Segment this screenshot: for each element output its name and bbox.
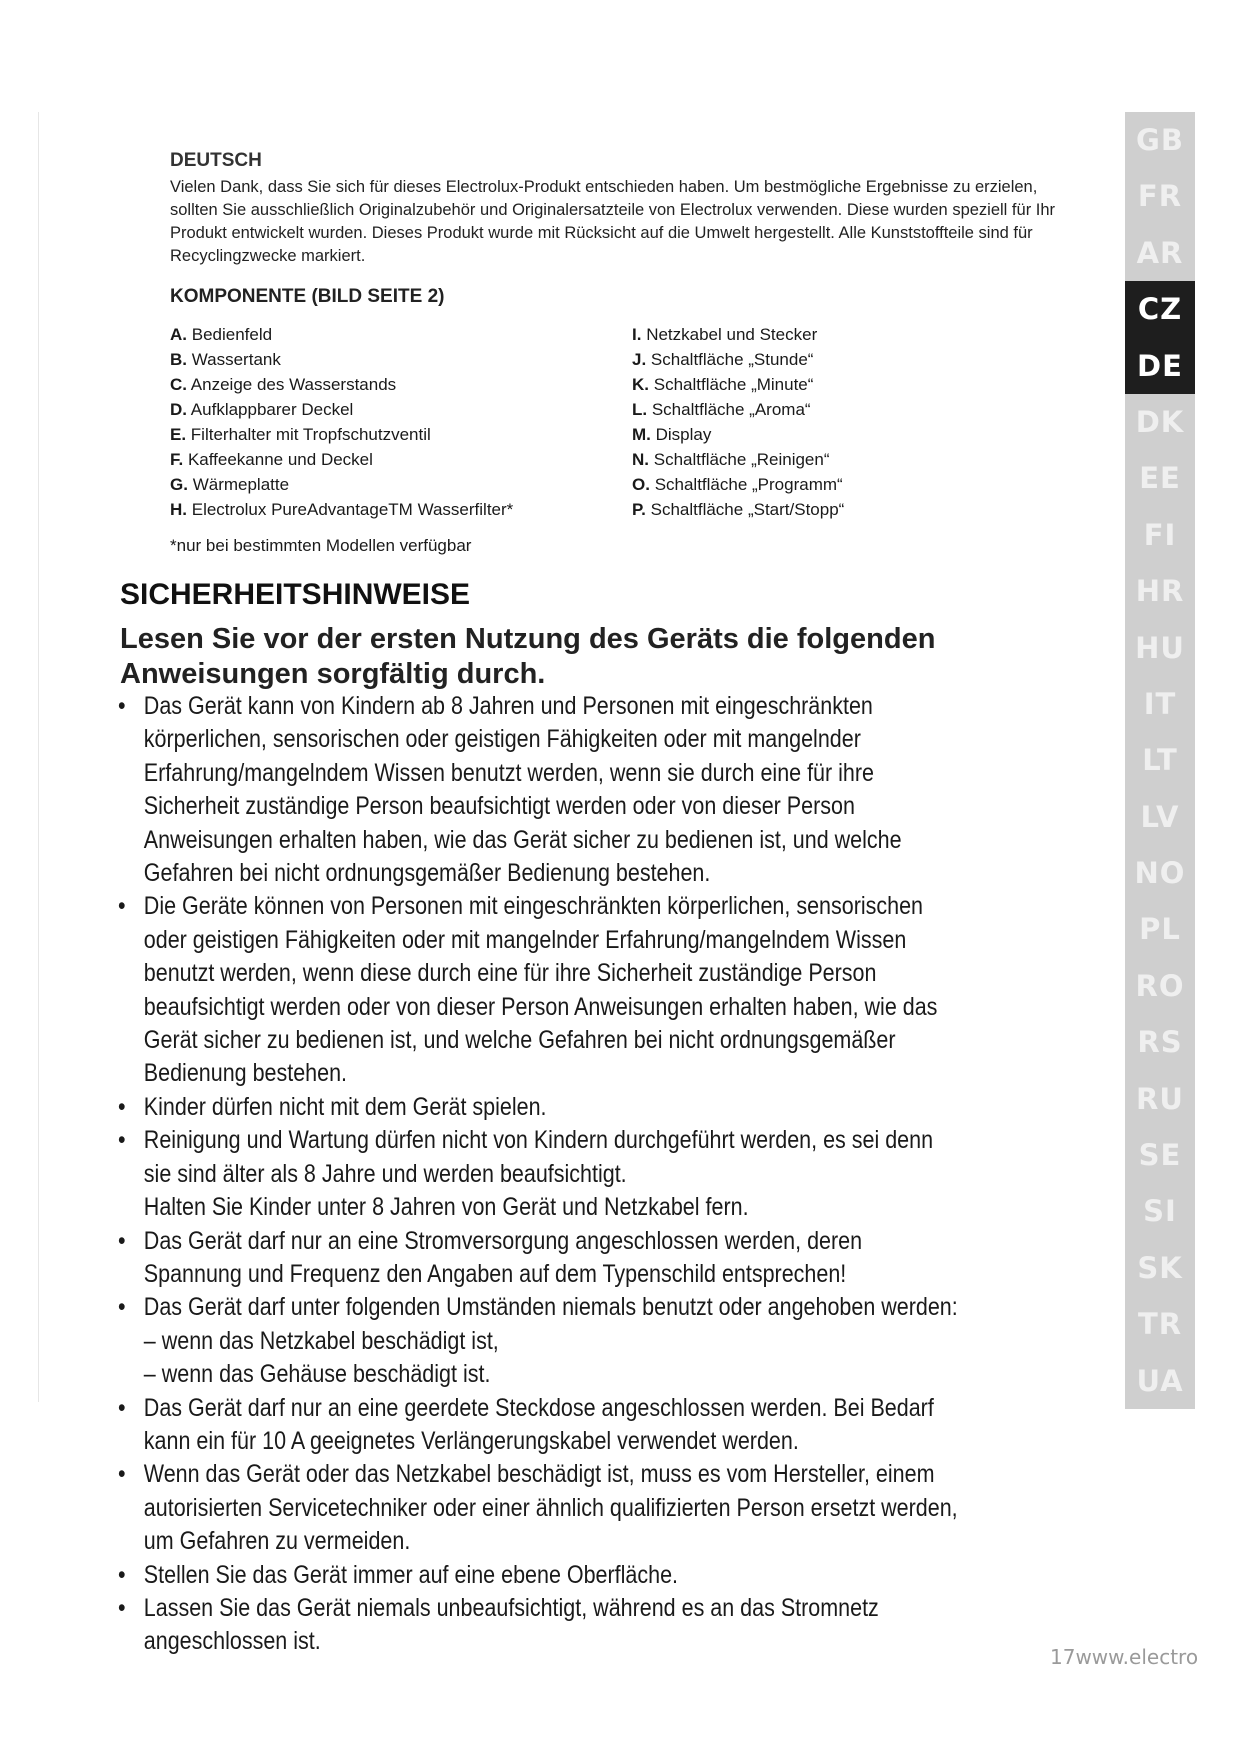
component-key: G. [170,475,188,494]
footer-url: 17www.electro [1050,1645,1199,1669]
bullet: • [118,692,126,720]
component-label: Schaltfläche „Stunde“ [650,350,814,369]
component-item [632,472,844,497]
component-label: Schaltfläche „Aroma“ [651,400,811,419]
bullet [118,1358,144,1391]
component-key: N. [632,450,649,469]
safety-item-text: Das Gerät kann von Kindern ab 8 Jahren und Personen mit eingeschränkten körperlichen, sensorischen oder geistigen Fähigkeiten oder mit mangelnder Erfahrung/mangelndem Wissen benutzt werden, wenn sie durch eine für ihre Sicherheit zuständige Person beaufsichtigt werden oder von dieser Person Anweisungen erhalten haben, wie das Gerät sicher zu bedienen ist, und welche Gefahren bei nicht ordnungsgemäßer Bedienung bestehen. [143,692,902,888]
components-footnote: *nur bei bestimmten Modellen verfügbar [170,536,472,555]
component-label: Electrolux PureAdvantageTM Wasserfilter* [191,500,514,519]
bullet: • [118,1092,126,1121]
component-label: Schaltfläche „Minute“ [653,375,814,394]
lang-tab-ro[interactable]: RO [1135,968,1185,1003]
lang-tab-rs[interactable]: RS [1137,1025,1183,1060]
component-label: Anzeige des Wasserstands [190,375,397,394]
bullet: • [118,892,126,921]
component-item [632,347,844,372]
component-item [632,422,844,447]
safety-item-text: – wenn das Netzkabel beschädigt ist, [143,1326,499,1355]
component-label: Schaltfläche „Reinigen“ [653,450,830,469]
component-key: A. [170,325,187,344]
bullet: • [118,1393,126,1422]
component-item [170,422,513,447]
safety-item [118,1392,965,1459]
safety-item-text: – wenn das Gehäuse beschädigt ist. [143,1360,491,1389]
lang-tab-ua[interactable]: UA [1136,1363,1184,1398]
component-key: K. [632,375,649,394]
safety-item-text: Reinigung und Wartung dürfen nicht von Kindern durchgeführt werden, es sei denn sie sind älter als 8 Jahre und werden beaufsichtigt. [143,1126,934,1188]
safety-item-text: Das Gerät darf nur an eine Stromversorgung angeschlossen werden, deren Spannung und Frequenz den Angaben auf dem Typenschild entsprechen! [143,1226,863,1288]
component-label: Aufklappbarer Deckel [190,400,354,419]
lang-tab-de[interactable]: DE [1125,338,1195,394]
lang-tab-dk[interactable]: DK [1135,404,1185,439]
component-label: Schaltfläche „Start/Stopp“ [650,500,845,519]
component-key: C. [170,375,187,394]
lang-tab-hr[interactable]: HR [1135,574,1185,609]
lang-tab-cz[interactable]: CZ [1125,281,1195,337]
safety-item [118,1191,965,1224]
safety-item [118,1225,965,1292]
safety-item-text: Lassen Sie das Gerät niemals unbeaufsichtigt, während es an das Stromnetz angeschlossen ist. [143,1593,879,1656]
intro-section [170,150,1070,268]
component-key: M. [632,425,651,444]
component-label: Bedienfeld [191,325,273,344]
lang-tab-no[interactable]: NO [1134,856,1186,891]
components-list-right [632,322,844,522]
lang-tab-sk[interactable]: SK [1137,1250,1183,1285]
lang-tab-pl[interactable]: PL [1139,912,1181,947]
component-item [170,322,513,347]
component-item [632,322,844,347]
component-key: L. [632,400,648,419]
component-key: B. [170,350,187,369]
component-label: Kaffeekanne und Deckel [187,450,373,469]
lang-tab-tr[interactable]: TR [1137,1307,1183,1342]
bullet: • [118,1126,126,1155]
safety-item-text: Kinder dürfen nicht mit dem Gerät spielen. [143,1092,547,1121]
safety-item-text: Wenn das Gerät oder das Netzkabel beschädigt ist, muss es vom Hersteller, einem autorisierten Servicetechniker oder einer ähnlich qualifizierten Person ersetzt werden, um Gefahren zu vermeiden. [143,1460,958,1556]
language-tabs [1125,112,1195,1409]
component-key: F. [170,450,184,469]
component-item [632,372,844,397]
safety-item [118,1091,965,1124]
bullet: • [118,1460,126,1489]
safety-subtitle: Lesen Sie vor der ersten Nutzung des Geräts die folgenden Anweisungen sorgfältig durch. [120,623,936,690]
lang-tab-se[interactable]: SE [1138,1138,1182,1173]
lang-tab-lv[interactable]: LV [1140,799,1180,834]
component-key: I. [632,325,642,344]
component-item [170,372,513,397]
safety-item [118,1325,965,1358]
lang-tab-gb[interactable]: GB [1136,123,1184,157]
component-item [632,397,844,422]
lang-tab-ru[interactable]: RU [1136,1081,1184,1116]
component-label: Wassertank [191,350,281,369]
component-key: E. [170,425,187,444]
component-label: Netzkabel und Stecker [646,325,818,344]
component-item [170,397,513,422]
component-item [170,347,513,372]
component-key: P. [632,500,646,519]
lang-tab-lt[interactable]: LT [1142,743,1178,778]
lang-tab-si[interactable]: SI [1143,1194,1177,1229]
bullet: • [118,1560,126,1589]
component-item [170,497,513,522]
bullet: • [118,1593,126,1622]
safety-item [118,690,965,890]
safety-item [118,1291,965,1324]
lang-tab-ee[interactable]: EE [1139,461,1181,496]
component-item [632,447,844,472]
safety-item-text: Halten Sie Kinder unter 8 Jahren von Gerät und Netzkabel fern. [143,1193,749,1222]
lang-tab-ar[interactable]: AR [1136,235,1184,270]
component-key: O. [632,475,650,494]
component-item [632,497,844,522]
component-item [170,447,513,472]
bullet: • [118,1293,126,1322]
safety-item [118,890,965,1090]
safety-item-text: Stellen Sie das Gerät immer auf eine ebene Oberfläche. [143,1560,679,1589]
component-key: D. [170,400,187,419]
intro-title: DEUTSCH [170,150,262,171]
bullet [118,1325,144,1358]
safety-item [118,1458,965,1558]
lang-tab-it[interactable]: IT [1143,686,1177,721]
lang-tab-fi[interactable]: FI [1143,517,1177,552]
component-label: Filterhalter mit Tropfschutzventil [190,425,431,444]
safety-item-text: Die Geräte können von Personen mit eingeschränkten körperlichen, sensorischen oder geistigen Fähigkeiten oder mit mangelnder Erfahrung/mangelndem Wissen benutzt werden, wenn diese durch eine für ihre Sicherheit zuständige Person beaufsichtigt werden oder von dieser Person Anweisungen erhalten haben, wie das Gerät sicher zu bedienen ist, und welche Gefahren bei nicht ordnungsgemäßer Bedienung bestehen. [143,892,938,1088]
intro-body: Vielen Dank, dass Sie sich für dieses Electrolux-Produkt entschieden haben. Um bestmögliche Ergebnisse zu erzielen, sollten Sie ausschließlich Originalzubehör und Originalersatzteile von Electrolux verwenden. Diese wurden speziell für Ihr Produkt entwickelt wurden. Dieses Produkt wurde mit Rücksicht auf die Umwelt hergestellt. Alle Kunststoffteile sind für Recyclingzwecke markiert. [170,178,1056,265]
lang-tab-hu[interactable]: HU [1135,630,1185,665]
safety-item [118,1358,965,1391]
safety-item [118,1592,965,1659]
bullet: • [118,1226,126,1255]
components-list-left [170,322,513,522]
safety-item-text: Das Gerät darf nur an eine geerdete Steckdose angeschlossen werden. Bei Bedarf kann ein für 10 A geeignetes Verlängerungskabel verwendet werden. [143,1393,934,1455]
components-title: KOMPONENTE (BILD SEITE 2) [170,286,445,307]
safety-item-text: Das Gerät darf unter folgenden Umständen niemals benutzt oder angehoben werden: [143,1293,958,1322]
component-key: H. [170,500,187,519]
component-label: Display [655,425,712,444]
component-key: J. [632,350,647,369]
page-frame-line [38,112,39,1402]
safety-item [118,1124,965,1191]
component-item [170,472,513,497]
safety-list [118,690,965,1659]
safety-title: SICHERHEITSHINWEISE [120,578,471,611]
lang-tab-fr[interactable]: FR [1137,179,1183,214]
bullet [118,1191,144,1224]
safety-item [118,1559,965,1592]
component-label: Schaltfläche „Programm“ [654,475,843,494]
component-label: Wärmeplatte [192,475,290,494]
